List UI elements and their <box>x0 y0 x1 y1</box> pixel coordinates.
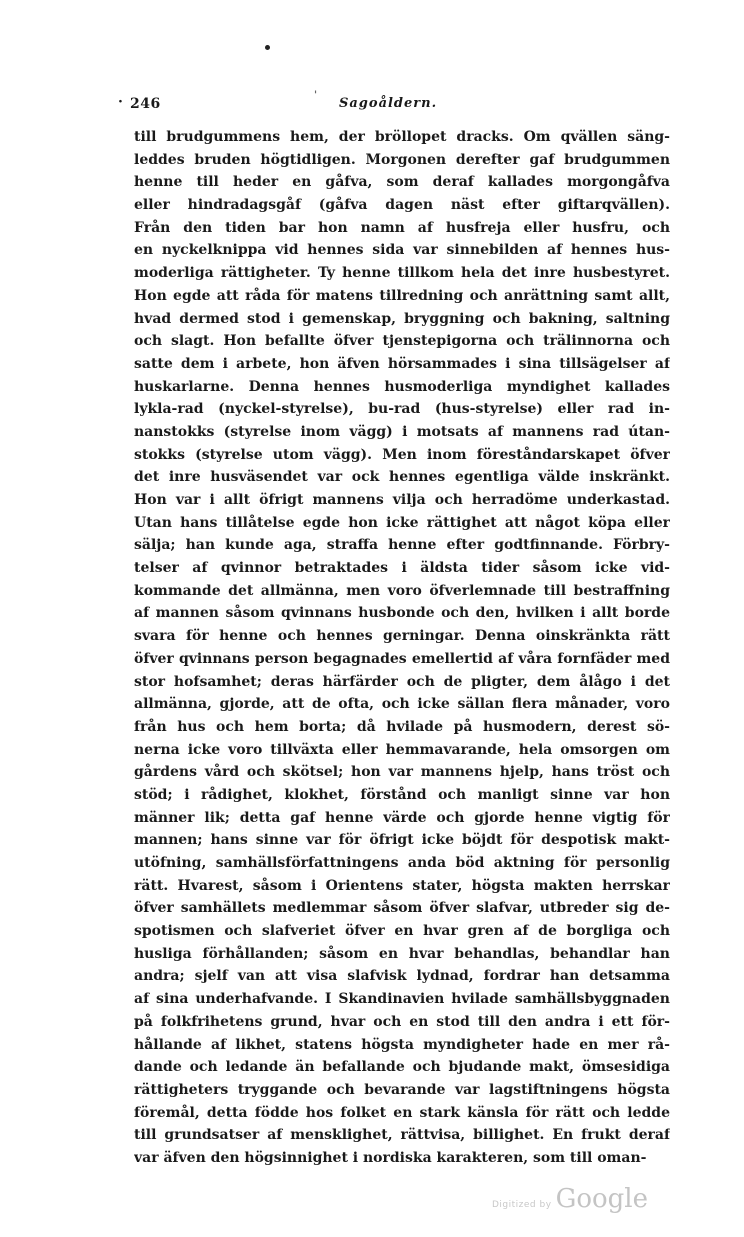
text-line: och slagt. Hon befallte öfver tjenstepigorna och trälinnorna och <box>134 333 670 350</box>
text-line: eller hindradagsgåf (gåfva dagen näst efter giftarqvällen). <box>134 197 670 214</box>
text-line: rättigheters tryggande och bevarande var lagstiftningens högsta <box>134 1081 670 1098</box>
text-line: på folkfrihetens grund, hvar och en stod till den andra i ett för- <box>134 1013 670 1030</box>
text-line: hållande af likhet, statens högsta myndigheter hade en mer rå- <box>134 1036 670 1053</box>
text-line: allmänna, gjorde, att de ofta, och icke sällan flera månader, voro <box>134 696 670 713</box>
text-line: af sina underhafvande. I Skandinavien hvilade samhällsbyggnaden <box>134 991 670 1008</box>
google-watermark <box>492 1184 648 1214</box>
text-line: stor hofsamhet; deras härfärder och de pligter, dem ålågo i det <box>134 673 670 690</box>
text-line: spotismen och slafveriet öfver en hvar gren af de borgliga och <box>134 923 670 940</box>
text-line: dande och ledande än befallande och bjudande makt, ömsesidiga <box>134 1059 670 1076</box>
text-line: rätt. Hvarest, såsom i Orientens stater, högsta makten herrskar <box>134 877 670 894</box>
text-line: männer lik; detta gaf henne värde och gjorde henne vigtig för <box>134 809 670 826</box>
text-line: gårdens vård och skötsel; hon var mannens hjelp, hans tröst och <box>134 764 670 781</box>
text-line: lykla-rad (nyckel-styrelse), bu-rad (hus-styrelse) eller rad in- <box>134 401 670 418</box>
text-line: Från den tiden bar hon namn af husfreja eller husfru, och <box>134 219 670 236</box>
text-line: till grundsatser af mensklighet, rättvisa, billighet. En frukt deraf <box>134 1127 670 1144</box>
text-line: stokks (styrelse utom vägg). Men inom föreståndarskapet öfver <box>134 446 670 463</box>
text-line: nanstokks (styrelse inom vägg) i motsats af mannens rad útan- <box>134 423 670 440</box>
text-line: det inre husväsendet var ock hennes egentliga välde inskränkt. <box>134 469 670 486</box>
text-line: sälja; han kunde aga, straffa henne efter godtfinnande. Förbry- <box>134 537 670 554</box>
body-text <box>134 126 670 1170</box>
ink-speck <box>265 45 270 50</box>
page-header <box>118 90 678 118</box>
text-line: föremål, detta födde hos folket en stark känsla för rätt och ledde <box>134 1104 670 1121</box>
text-line: henne till heder en gåfva, som deraf kallades morgongåfva <box>134 174 670 191</box>
text-line: var äfven den högsinnighet i nordiska karakteren, som till oman- <box>134 1149 647 1166</box>
text-line: Hon var i allt öfrigt mannens vilja och herradöme underkastad. <box>134 492 670 508</box>
text-line: telser af qvinnor betraktades i äldsta tider såsom icke vid- <box>134 560 670 577</box>
text-line: mannen; hans sinne var för öfrigt icke böjdt för despotisk makt- <box>134 832 670 849</box>
text-line: hvad dermed stod i gemenskap, bryggning och bakning, saltning <box>134 310 670 327</box>
text-line: moderliga rättigheter. Ty henne tillkom hela det inre husbestyret. <box>134 265 670 282</box>
text-line: huskarlarne. Denna hennes husmoderliga myndighet kallades <box>134 378 670 395</box>
google-logo: Google <box>555 1184 648 1214</box>
text-line: leddes bruden högtidligen. Morgonen derefter gaf brudgummen <box>134 151 670 168</box>
text-line: nerna icke voro tillväxta eller hemmavarande, hela omsorgen om <box>134 741 670 758</box>
text-line: af mannen såsom qvinnans husbonde och den, hvilken i allt borde <box>134 605 670 622</box>
text-line: till brudgummens hem, der bröllopet dracks. Om qvällen säng- <box>134 129 670 145</box>
text-line: Hon egde att råda för matens tillredning och anrättning samt allt, <box>134 287 670 304</box>
text-line: öfver samhällets medlemmar såsom öfver slafvar, utbreder sig de- <box>134 900 670 917</box>
ink-mark: ' <box>314 90 318 101</box>
text-line: Utan hans tillåtelse egde hon icke rättighet att något köpa eller <box>134 514 670 531</box>
text-line: utöfning, samhällsförfattningens anda böd aktning för personlig <box>134 855 670 871</box>
text-line: stöd; i rådighet, klokhet, förstånd och manligt sinne var hon <box>134 786 670 803</box>
text-line: kommande det allmänna, men voro öfverlemnade till bestraffning <box>134 582 670 599</box>
text-line: en nyckelknippa vid hennes sida var sinnebilden af hennes hus- <box>134 242 670 259</box>
text-line: från hus och hem borta; då hvilade på husmodern, derest sö- <box>134 718 670 735</box>
page-number: · 246 <box>130 96 161 112</box>
running-head: Sagoåldern. <box>339 96 438 111</box>
text-line: satte dem i arbete, hon äfven hörsammades i sina tillsägelser af <box>134 355 670 372</box>
watermark-prefix: Digitized by <box>492 1200 552 1210</box>
text-line: husliga förhållanden; såsom en hvar behandlas, behandlar han <box>134 945 670 962</box>
text-line: svara för henne och hennes gerningar. Denna oinskränkta rätt <box>134 628 670 645</box>
text-line: andra; sjelf van att visa slafvisk lydnad, fordrar han detsamma <box>134 968 670 985</box>
text-line: öfver qvinnans person begagnades emellertid af våra fornfäder med <box>134 650 670 667</box>
